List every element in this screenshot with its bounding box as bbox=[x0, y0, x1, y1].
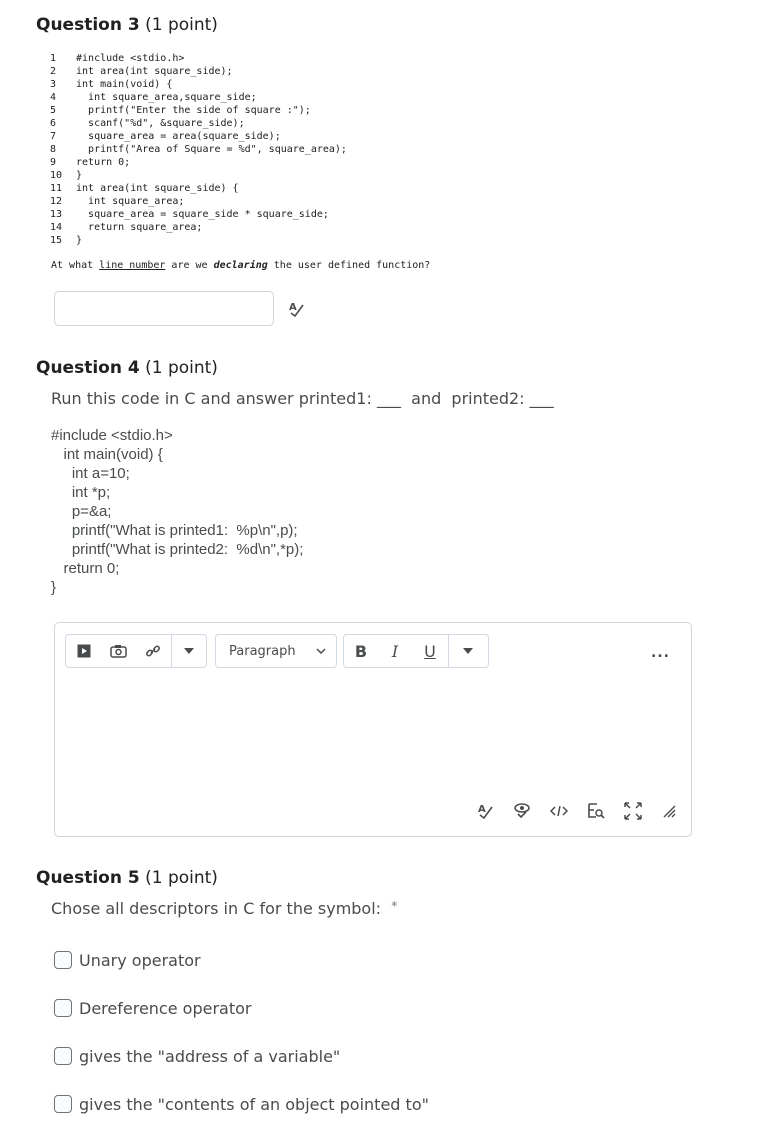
option-unary-operator[interactable] bbox=[54, 949, 201, 971]
line-number: 10 bbox=[50, 170, 63, 181]
resize-icon bbox=[662, 804, 676, 818]
line-number: 13 bbox=[50, 209, 63, 220]
prompt-text: At what bbox=[51, 260, 100, 271]
code-text: } bbox=[70, 235, 83, 246]
code-line bbox=[50, 143, 347, 156]
code-line bbox=[50, 52, 347, 65]
paragraph-format-label: Paragraph bbox=[229, 643, 296, 659]
code-line bbox=[50, 78, 347, 91]
line-number: 7 bbox=[50, 131, 57, 142]
italic-button[interactable] bbox=[378, 635, 412, 667]
checkbox[interactable] bbox=[54, 999, 72, 1017]
line-number: 4 bbox=[50, 92, 57, 103]
code-line bbox=[50, 169, 347, 182]
underline-label: U bbox=[424, 641, 436, 661]
spellcheck-button[interactable] bbox=[475, 801, 495, 821]
code-text: int square_area; bbox=[70, 196, 185, 207]
code-line bbox=[50, 182, 347, 195]
code-line bbox=[50, 130, 347, 143]
question-3-header bbox=[36, 15, 218, 35]
line-number: 9 bbox=[50, 157, 57, 168]
chevron-down-icon bbox=[316, 648, 326, 654]
camera-icon bbox=[110, 644, 127, 658]
code-text: #include <stdio.h> bbox=[70, 53, 185, 64]
caret-down-icon bbox=[184, 648, 194, 654]
line-number: 14 bbox=[50, 222, 63, 233]
accessibility-checker-button[interactable] bbox=[512, 801, 532, 821]
code-text: square_area = area(square_side); bbox=[70, 131, 281, 142]
question-3-points: (1 point) bbox=[145, 15, 218, 35]
code-line bbox=[50, 234, 347, 247]
question-5-points: (1 point) bbox=[145, 868, 218, 888]
line-number: 11 bbox=[50, 183, 63, 194]
code-line bbox=[50, 104, 347, 117]
question-3-answer-input[interactable] bbox=[54, 291, 274, 326]
question-4-text: Run this code in C and answer printed1: ___ and printed2: ___ bbox=[51, 389, 554, 408]
option-label: gives the "contents of an object pointed to" bbox=[79, 1094, 429, 1114]
preview-button[interactable] bbox=[586, 801, 606, 821]
code-line bbox=[50, 156, 347, 169]
svg-text:A: A bbox=[289, 302, 297, 313]
format-more-dropdown[interactable] bbox=[449, 635, 487, 667]
bold-label: B bbox=[354, 641, 368, 661]
prompt-text: the user defined function? bbox=[267, 260, 431, 271]
question-5-header bbox=[36, 868, 218, 888]
checkbox[interactable] bbox=[54, 951, 72, 969]
option-address-of-variable[interactable] bbox=[54, 1045, 340, 1067]
insert-toolbar-group bbox=[65, 634, 207, 668]
question-3-title: Question 3 bbox=[36, 15, 140, 35]
code-line bbox=[50, 65, 347, 78]
eye-check-icon bbox=[513, 802, 531, 820]
line-number: 1 bbox=[50, 53, 57, 64]
checkbox[interactable] bbox=[54, 1047, 72, 1065]
option-label: gives the "address of a variable" bbox=[79, 1046, 341, 1066]
prompt-underlined-text: line number bbox=[99, 260, 166, 271]
spellcheck-icon bbox=[476, 802, 494, 820]
link-icon bbox=[145, 643, 161, 659]
code-line bbox=[50, 208, 347, 221]
code-text: return 0; bbox=[70, 157, 131, 168]
paragraph-format-select[interactable] bbox=[215, 634, 337, 668]
line-number: 6 bbox=[50, 118, 57, 129]
code-text: int area(int square_side) { bbox=[70, 183, 239, 194]
code-text: int area(int square_side); bbox=[70, 66, 233, 77]
option-label: Dereference operator bbox=[79, 998, 252, 1018]
code-line bbox=[50, 195, 347, 208]
svg-text:A: A bbox=[478, 804, 486, 815]
question-4-title: Question 4 bbox=[36, 358, 140, 378]
resize-handle[interactable] bbox=[659, 801, 679, 821]
checkbox[interactable] bbox=[54, 1095, 72, 1113]
option-contents-pointed-to[interactable] bbox=[54, 1093, 429, 1115]
line-number: 12 bbox=[50, 196, 63, 207]
question-5-prompt: Chose all descriptors in C for the symbol: bbox=[51, 899, 392, 918]
code-line bbox=[50, 91, 347, 104]
code-line bbox=[50, 117, 347, 130]
prompt-text: are we bbox=[165, 260, 214, 271]
prompt-emphasis-text: declaring bbox=[213, 260, 268, 271]
question-4-code: #include <stdio.h> int main(void) { int a=10; int *p; p=&a; printf("What is printed1: %p\n",p); printf("What is printed2: %d\n",*p); return 0; } bbox=[51, 427, 304, 596]
line-number: 3 bbox=[50, 79, 57, 90]
code-line bbox=[50, 221, 347, 234]
preview-icon bbox=[587, 802, 605, 820]
required-asterisk: * bbox=[391, 899, 398, 913]
spellcheck-icon[interactable] bbox=[287, 300, 305, 318]
more-actions-button[interactable]: ... bbox=[651, 645, 670, 661]
question-4-header bbox=[36, 358, 218, 378]
fullscreen-icon bbox=[624, 802, 642, 820]
line-number: 8 bbox=[50, 144, 57, 155]
bold-button[interactable] bbox=[344, 635, 378, 667]
line-number: 2 bbox=[50, 66, 57, 77]
insert-more-dropdown[interactable] bbox=[172, 635, 206, 667]
code-text: return square_area; bbox=[70, 222, 203, 233]
insert-image-button[interactable] bbox=[102, 635, 136, 667]
code-text: printf("Enter the side of square :"); bbox=[70, 105, 311, 116]
code-icon bbox=[550, 805, 568, 817]
option-dereference-operator[interactable] bbox=[54, 997, 251, 1019]
code-text: } bbox=[70, 170, 83, 181]
video-icon bbox=[77, 644, 91, 658]
code-text: printf("Area of Square = %d", square_area); bbox=[70, 144, 347, 155]
fullscreen-button[interactable] bbox=[623, 801, 643, 821]
question-4-rich-text-editor[interactable] bbox=[54, 622, 692, 837]
insert-video-button[interactable] bbox=[66, 635, 102, 667]
line-number: 15 bbox=[50, 235, 63, 246]
code-text: square_area = square_side * square_side; bbox=[70, 209, 329, 220]
option-label: Unary operator bbox=[79, 950, 201, 970]
text-format-toolbar-group bbox=[343, 634, 489, 668]
underline-button[interactable] bbox=[412, 635, 448, 667]
question-4-points: (1 point) bbox=[145, 358, 218, 378]
question-3-prompt bbox=[51, 260, 430, 271]
question-5-title: Question 5 bbox=[36, 868, 140, 888]
question-5-text bbox=[51, 899, 397, 918]
line-number: 5 bbox=[50, 105, 57, 116]
caret-down-icon bbox=[463, 648, 473, 654]
source-code-button[interactable] bbox=[549, 801, 569, 821]
italic-label: I bbox=[391, 641, 399, 661]
question-3-code bbox=[50, 52, 347, 247]
code-text: int main(void) { bbox=[70, 79, 173, 90]
code-text: scanf("%d", &square_side); bbox=[70, 118, 245, 129]
code-text: int square_area,square_side; bbox=[70, 92, 257, 103]
insert-link-button[interactable] bbox=[136, 635, 172, 667]
